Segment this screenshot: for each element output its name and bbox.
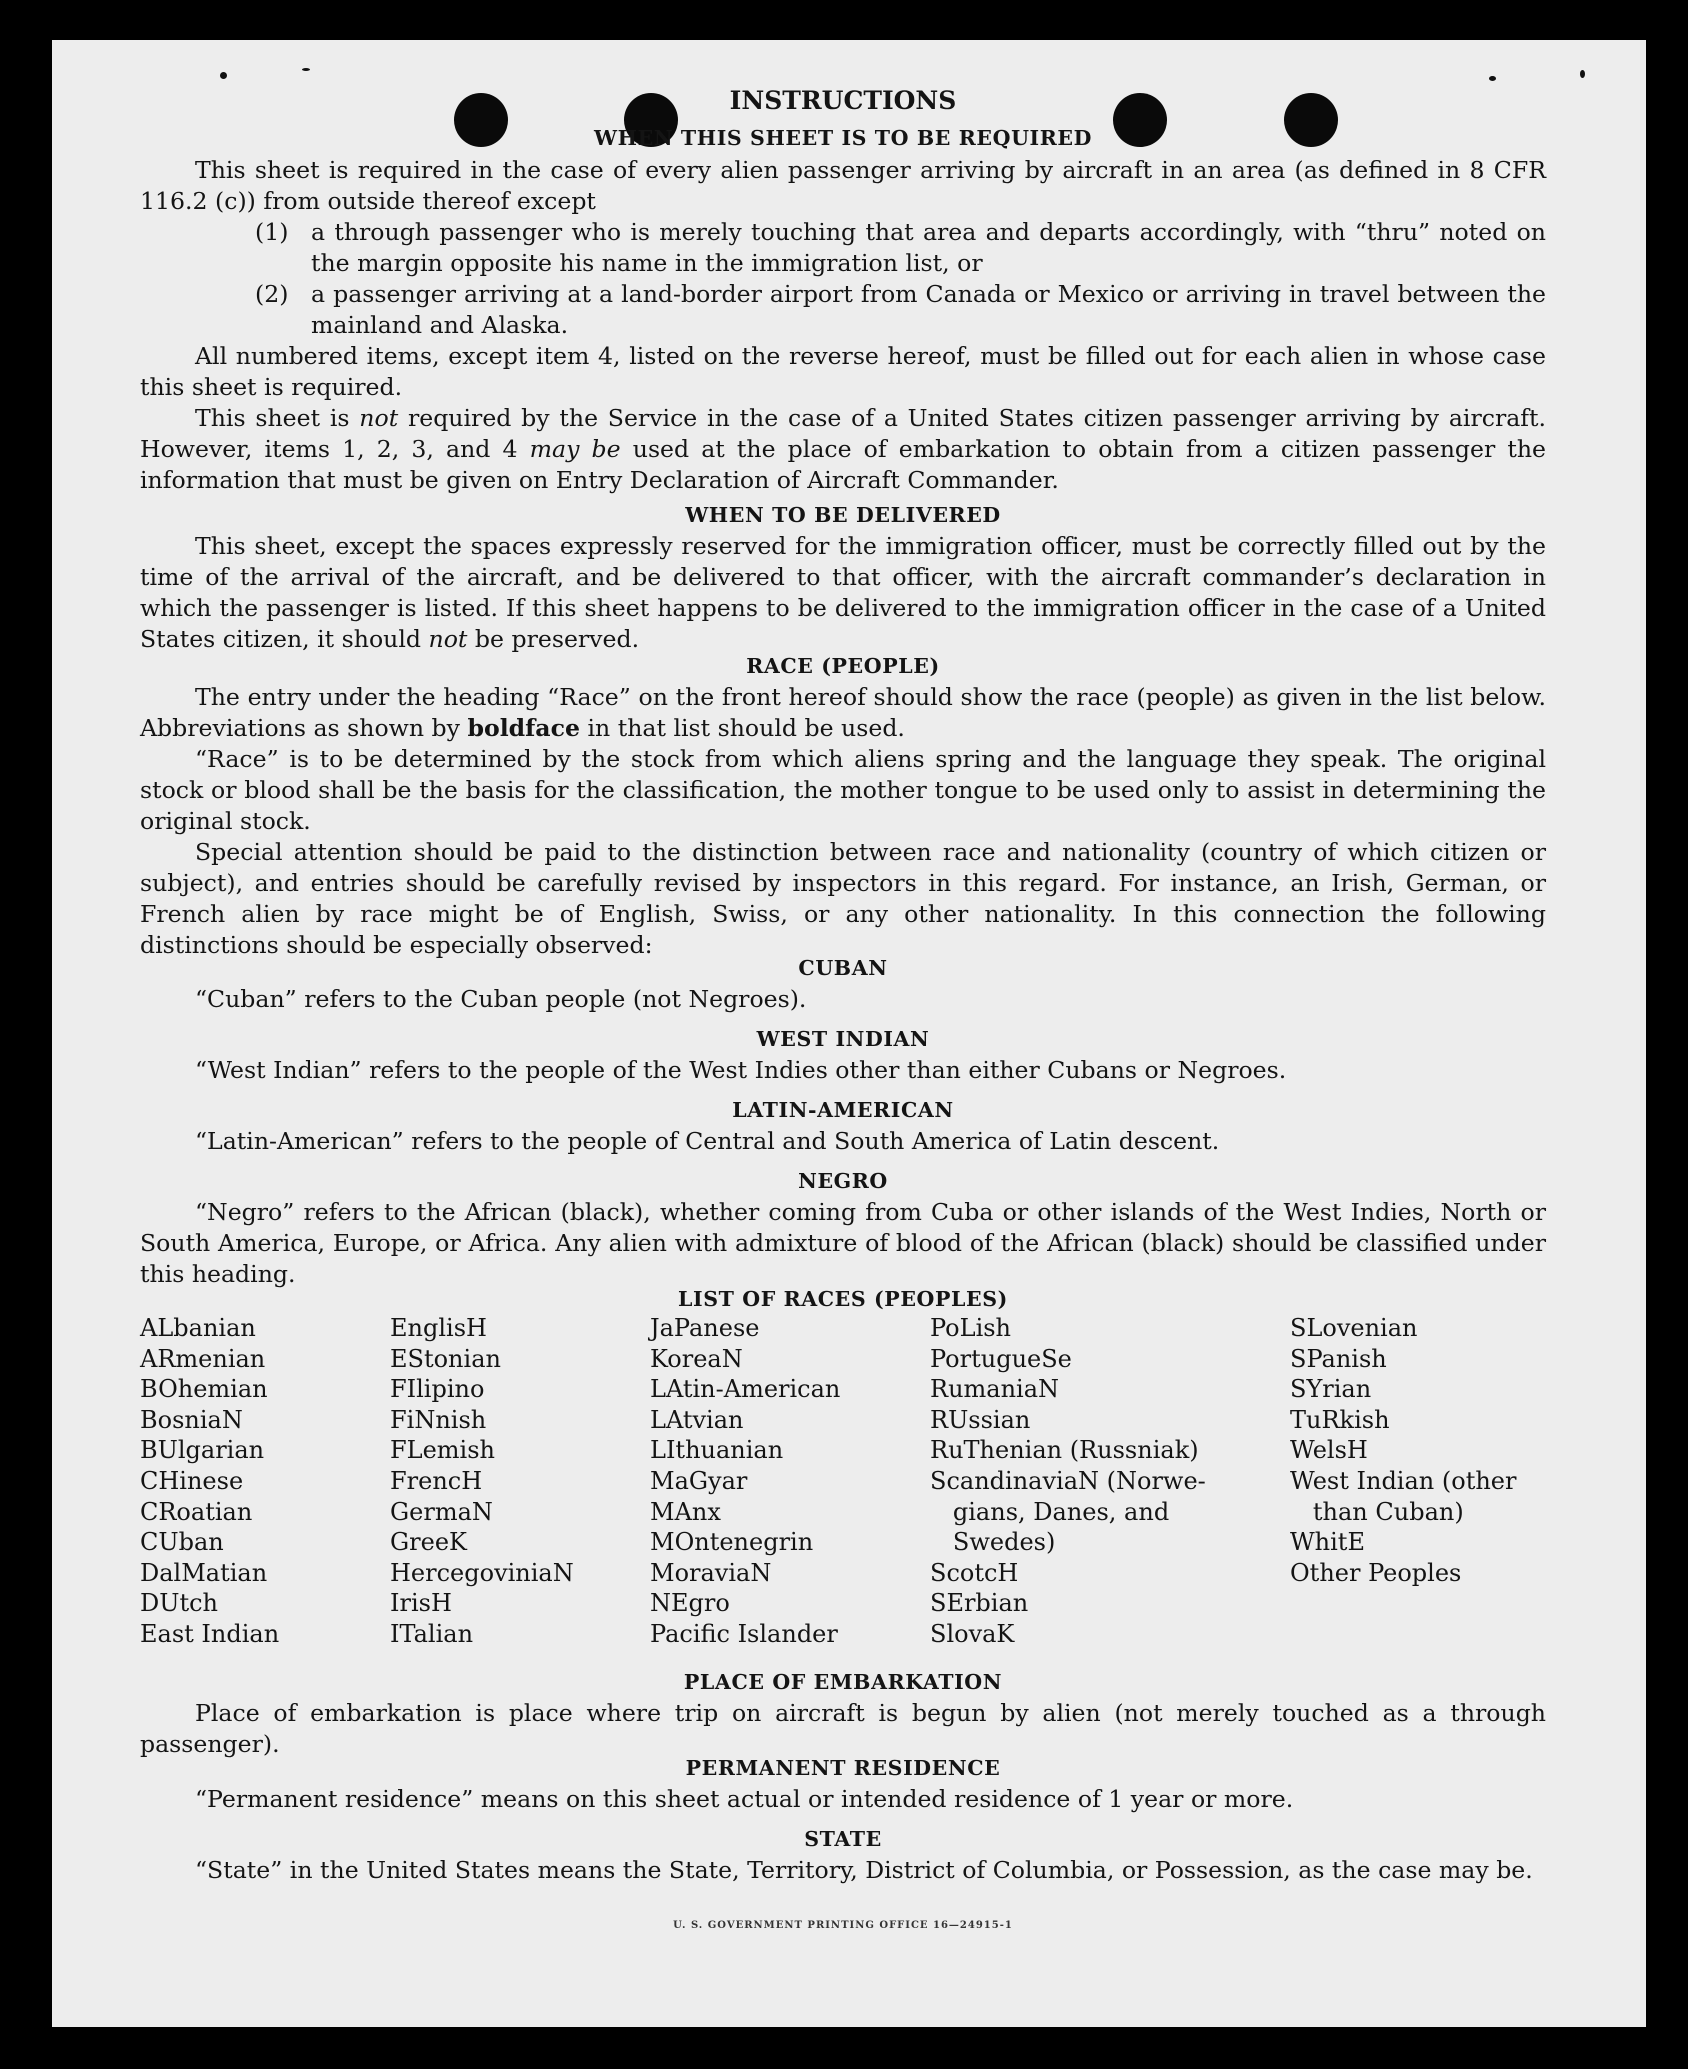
- paragraph-race-distinction: Special attention should be paid to the distinction between race and nationality (country of which citizen or subject), and entries should be carefully revised by inspectors in this regard. For instance, an Irish, German, or French alien by race might be of English, Swiss, or any other nationality. In this connection the following distinctions should be especially observed:: [140, 838, 1546, 959]
- race-list-item: PoLish: [930, 1314, 1012, 1342]
- heading-state: STATE: [804, 1827, 882, 1851]
- race-list-item: FrencH: [390, 1466, 483, 1495]
- heading-list-of-races: LIST OF RACES (PEOPLES): [678, 1287, 1008, 1311]
- paragraph-citizen-text-c: used at the place of embarkation to obtain from a citizen passenger the information that must be given on Entry Declaration of Aircraft Commander.: [140, 435, 1547, 494]
- heading-when-required: WHEN THIS SHEET IS TO BE REQUIRED: [594, 126, 1092, 150]
- races-column-1: [140, 1313, 279, 1650]
- race-list-item: BosniaN: [140, 1405, 243, 1434]
- paragraph-race-entry-text-a: The entry under the heading “Race” on the front hereof should show the race (people) as given in the list below. Abbreviations as shown by: [140, 683, 1546, 742]
- race-list-item: than Cuban): [1290, 1497, 1464, 1526]
- heading-race: RACE (PEOPLE): [746, 654, 940, 678]
- heading-cuban: CUBAN: [798, 956, 888, 980]
- race-list-item: HercegoviniaN: [390, 1558, 574, 1587]
- races-column-2: [390, 1313, 574, 1650]
- race-list-item: EnglisH: [390, 1314, 487, 1342]
- race-list-item: TuRkish: [1290, 1405, 1390, 1434]
- race-list-item: ScandinaviaN (Norwe-: [930, 1466, 1206, 1495]
- race-list-item: SYrian: [1290, 1375, 1372, 1404]
- race-list-item: CRoatian: [140, 1497, 253, 1526]
- heading-permanent-residence: PERMANENT RESIDENCE: [685, 1756, 1001, 1780]
- race-list-item: WelsH: [1290, 1436, 1368, 1465]
- race-list-item: FLemish: [390, 1436, 495, 1465]
- paragraph-delivered-text-b: be preserved.: [467, 625, 640, 653]
- paragraph-required-text: This sheet is required in the case of every alien passenger arriving by aircraft in an area (as defined in 8 CFR 116.2 (c)) from outside thereof except: [140, 156, 1546, 215]
- race-list-item: LIthuanian: [650, 1436, 784, 1465]
- race-list-item: MOntenegrin: [650, 1528, 814, 1557]
- race-list-item: ScotcH: [930, 1558, 1019, 1587]
- race-list-item: East Indian: [140, 1619, 280, 1648]
- paragraph-citizen-emphasis-may-be: may be: [529, 435, 621, 463]
- speck: [1489, 76, 1496, 81]
- paragraph-numbered-items: All numbered items, except item 4, listed on the reverse hereof, must be filled out for each alien in whose case this sheet is required.: [140, 342, 1546, 401]
- paragraph-delivered-text-a: This sheet, except the spaces expressly reserved for the immigration officer, must be correctly filled out by the time of the arrival of the aircraft, and be delivered to that officer, with the aircraft commander’s declaration in which the passenger is listed. If this sheet happens to be delivered to the immigration officer in the case of a United States citizen, it should: [140, 532, 1546, 653]
- exception-item-2-number: (2): [255, 280, 289, 308]
- race-list-item: MAnx: [650, 1497, 721, 1526]
- speck: [302, 68, 310, 71]
- race-list-item: WhitE: [1290, 1528, 1365, 1557]
- speck: [220, 72, 227, 79]
- race-list-item: DUtch: [140, 1589, 219, 1618]
- race-list-item: EStonian: [390, 1344, 501, 1373]
- paragraph-race-stock: “Race” is to be determined by the stock from which aliens spring and the language they speak. The original stock or blood shall be the basis for the classification, the mother tongue to be used only to assist in determining the original stock.: [140, 745, 1546, 835]
- paragraph-west-indian: “West Indian” refers to the people of the West Indies other than either Cubans or Negroes.: [195, 1056, 1287, 1084]
- races-column-5: [1290, 1313, 1516, 1588]
- exception-item-2: a passenger arriving at a land-border airport from Canada or Mexico or arriving in travel between the mainland and Alaska.: [311, 280, 1546, 339]
- race-list-item: SLovenian: [1290, 1314, 1418, 1342]
- race-list-item: gians, Danes, and: [930, 1497, 1170, 1526]
- race-list-item: LAtin-American: [650, 1375, 841, 1404]
- paragraph-required: [140, 155, 1546, 217]
- exception-item-1: a through passenger who is merely touching that area and departs accordingly, with “thru” noted on the margin opposite his name in the immigration list, or: [311, 218, 1546, 277]
- race-list-item: FIlipino: [390, 1375, 485, 1404]
- race-list-item: PortugueSe: [930, 1344, 1072, 1373]
- races-column-3: [650, 1313, 840, 1650]
- race-list-item: CUban: [140, 1528, 224, 1557]
- race-list-item: MaGyar: [650, 1466, 748, 1495]
- paragraph-delivered: [140, 531, 1546, 655]
- heading-when-delivered: WHEN TO BE DELIVERED: [685, 503, 1001, 527]
- paragraph-cuban: “Cuban” refers to the Cuban people (not Negroes).: [195, 985, 807, 1013]
- speck: [1580, 70, 1585, 78]
- race-list-item: SErbian: [930, 1589, 1029, 1618]
- printing-office-footer: U. S. GOVERNMENT PRINTING OFFICE 16—24915-1: [673, 1920, 1013, 1931]
- race-list-item: RumaniaN: [930, 1375, 1060, 1404]
- race-list-item: JaPanese: [650, 1314, 760, 1342]
- paragraph-citizen: [140, 403, 1546, 496]
- race-list-item: DalMatian: [140, 1558, 268, 1587]
- races-column-4: [930, 1313, 1206, 1650]
- race-list-item: ITalian: [390, 1619, 474, 1648]
- paragraph-latin-american: “Latin-American” refers to the people of Central and South America of Latin descent.: [195, 1127, 1220, 1155]
- paragraph-state: “State” in the United States means the State, Territory, District of Columbia, or Possession, as the case may be.: [195, 1856, 1533, 1884]
- heading-west-indian: WEST INDIAN: [756, 1027, 930, 1051]
- race-list-item: NEgro: [650, 1589, 730, 1618]
- document-sheet: [52, 40, 1646, 2027]
- race-list-item: Pacific Islander: [650, 1619, 838, 1648]
- race-list-item: SPanish: [1290, 1344, 1387, 1373]
- paragraph-negro: “Negro” refers to the African (black), whether coming from Cuba or other islands of the West Indies, North or South America, Europe, or Africa. Any alien with admixture of blood of the African (black) should be classified under this heading.: [140, 1198, 1546, 1288]
- paragraph-citizen-text-a: This sheet is: [195, 404, 360, 432]
- race-list-item: GreeK: [390, 1528, 467, 1557]
- race-list-item: KoreaN: [650, 1344, 743, 1373]
- paragraph-race-entry-text-b: in that list should be used.: [579, 714, 905, 742]
- paragraph-delivered-emphasis: not: [428, 625, 468, 653]
- page-title: INSTRUCTIONS: [729, 86, 957, 115]
- race-list-item: FiNnish: [390, 1405, 487, 1434]
- race-list-item: CHinese: [140, 1466, 244, 1495]
- race-list-item: West Indian (other: [1290, 1466, 1517, 1495]
- race-list-item: RUssian: [930, 1405, 1031, 1434]
- paragraph-embarkation: Place of embarkation is place where trip on aircraft is begun by alien (not merely touched as a through passenger).: [140, 1699, 1546, 1758]
- race-list-item: LAtvian: [650, 1405, 744, 1434]
- paragraph-race-entry-bold: boldface: [467, 714, 580, 742]
- race-list-item: IrisH: [390, 1589, 452, 1618]
- race-list-item: ARmenian: [140, 1344, 266, 1373]
- paragraph-residence: “Permanent residence” means on this sheet actual or intended residence of 1 year or more.: [195, 1785, 1294, 1813]
- race-list-item: MoraviaN: [650, 1558, 772, 1587]
- exception-item-1-number: (1): [255, 218, 289, 246]
- race-list-item: Other Peoples: [1290, 1558, 1462, 1587]
- paragraph-citizen-text-b: required by the Service in the case of a United States citizen passenger arriving by aircraft. However, items 1, 2, 3, and 4: [140, 404, 1546, 463]
- race-list-item: ALbanian: [140, 1314, 256, 1342]
- heading-place-of-embarkation: PLACE OF EMBARKATION: [683, 1670, 1003, 1694]
- paragraph-citizen-emphasis-not: not: [359, 404, 399, 432]
- race-list-item: SlovaK: [930, 1619, 1015, 1648]
- heading-latin-american: LATIN-AMERICAN: [732, 1098, 954, 1122]
- race-list-item: BUlgarian: [140, 1436, 265, 1465]
- race-list-item: BOhemian: [140, 1375, 268, 1404]
- race-list-item: GermaN: [390, 1497, 493, 1526]
- race-list-item: Swedes): [930, 1528, 1056, 1557]
- paragraph-race-entry: [140, 682, 1546, 744]
- heading-negro: NEGRO: [798, 1169, 888, 1193]
- race-list-item: RuThenian (Russniak): [930, 1436, 1199, 1465]
